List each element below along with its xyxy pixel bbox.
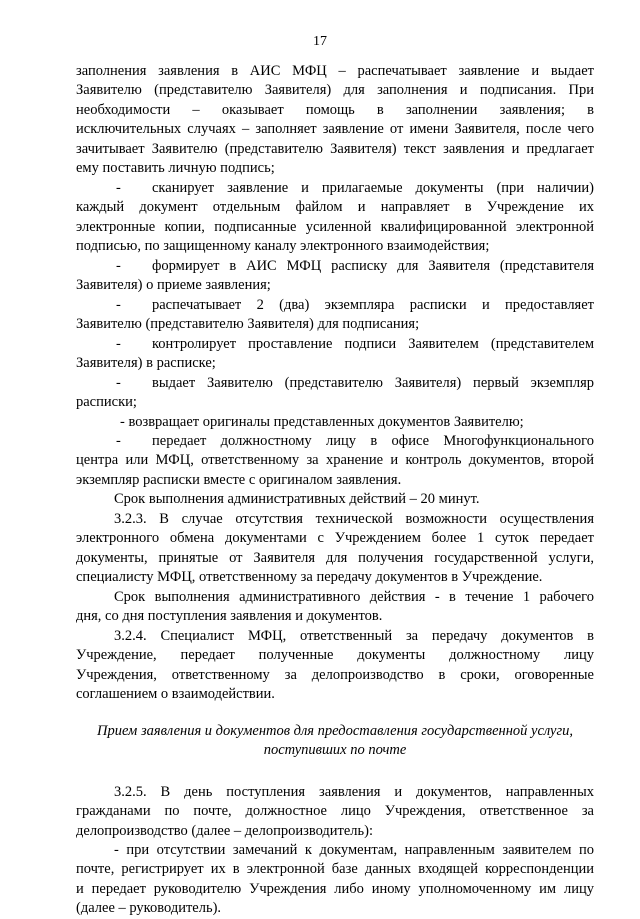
text-line: Заявителя) в расписке; <box>76 355 216 372</box>
paragraph-registration <box>76 841 594 919</box>
bullet-dash: - <box>116 297 121 313</box>
bullet-dash: - <box>116 336 121 352</box>
text-line <box>76 413 594 432</box>
text-line: экземпляр расписки вместе с оригиналом заявления. <box>76 471 402 488</box>
text-line: и передает руководителю Учреждения либо иному уполномоченному им лицу <box>76 880 594 897</box>
text-line: Срок выполнения административного действия - в течение 1 рабочего <box>114 589 594 605</box>
bullet-item-issue <box>76 374 594 413</box>
heading-line: поступивших по почте <box>263 742 407 759</box>
bullet-text: сканирует заявление и прилагаемые документы (при наличии) <box>152 180 594 196</box>
text-line: 3.2.5. В день поступления заявления и документов, направленных <box>114 784 594 800</box>
paragraph-3-2-4 <box>76 627 594 705</box>
text-line <box>76 296 594 315</box>
bullet-dash: - <box>116 375 121 391</box>
text-line: Заявителя) о приеме заявления; <box>76 277 271 294</box>
text-line: специалисту МФЦ, ответственному за передачу документов в Учреждение. <box>76 569 543 586</box>
bullet-text: выдает Заявителю (представителю Заявителя) первый экземпляр <box>152 375 594 391</box>
text-line: дня, со дня поступления заявления и документов. <box>76 608 383 625</box>
text-line <box>76 374 594 393</box>
bullet-dash: - <box>116 433 121 449</box>
page-number: 17 <box>313 34 327 49</box>
text-line: электронные копии, подписанные усиленной квалифицированной электронной <box>76 218 594 235</box>
text-line: (далее – руководитель). <box>76 900 222 917</box>
text-line: подписью, по защищенному каналу электронного взаимодействия; <box>76 238 490 255</box>
text-line: соглашением о взаимодействии. <box>76 686 275 703</box>
text-line: необходимости – оказывает помощь в заполнении заявления; в <box>76 101 594 118</box>
bullet-text: возвращает оригиналы представленных документов Заявителю; <box>128 414 524 430</box>
text-line <box>76 335 594 354</box>
bullet-item-receipt <box>76 257 594 296</box>
text-line: Заявителю (представителю Заявителя) для заполнения и подписания. При <box>76 82 594 99</box>
heading-line: Прием заявления и документов для предоставления государственной услуги, <box>97 723 573 739</box>
text-line: гражданами по почте, должностное лицо Учреждения, ответственное за <box>76 803 594 820</box>
paragraph-3-2-5 <box>76 783 594 841</box>
bullet-text: передает должностному лицу в офисе Многофункционального <box>152 433 594 449</box>
bullet-item-scan <box>76 179 594 257</box>
paragraph-deadline <box>76 490 594 509</box>
text-line: исключительных случаях – заполняет заявление от имени Заявителя, после чего <box>76 121 594 138</box>
text-line: ему поставить личную подпись; <box>76 160 275 177</box>
bullet-dash: - <box>116 258 121 274</box>
bullet-item-signature <box>76 335 594 374</box>
bullet-dash: - <box>116 180 121 196</box>
text-line <box>76 432 594 451</box>
text-line: электронного обмена документами с Учреждением более 1 суток передает <box>76 530 594 547</box>
paragraph-deadline-2 <box>76 588 594 627</box>
text-line: 3.2.3. В случае отсутствия технической возможности осуществления <box>114 511 594 527</box>
text-line: Заявителю (представителю Заявителя) для подписания; <box>76 316 420 333</box>
text-line: - при отсутствии замечаний к документам, направленным заявителем по <box>114 842 594 858</box>
bullet-dash: - <box>120 414 125 430</box>
text-line: расписки; <box>76 394 137 411</box>
bullet-item-transfer <box>76 432 594 490</box>
text-line <box>76 257 594 276</box>
text-line: центра или МФЦ, ответственному за хранение и контроль документов, второй <box>76 452 594 469</box>
text-line: зачитывает Заявителю (представителю Заявителя) текст заявления и предлагает <box>76 140 594 157</box>
bullet-text: распечатывает 2 (два) экземпляра расписки и предоставляет <box>152 297 594 313</box>
bullet-text: контролирует проставление подписи Заявителем (представителем <box>152 336 594 352</box>
text-line: 3.2.4. Специалист МФЦ, ответственный за передачу документов в <box>114 628 594 644</box>
text-line <box>76 179 594 198</box>
text-line: Учреждение, передает полученные документы должностному лицу <box>76 647 594 664</box>
section-heading <box>76 722 594 761</box>
text-line: Учреждения, ответственному за делопроизводство в сроки, оговоренные <box>76 666 594 683</box>
text-line: документы, принятые от Заявителя для получения государственной услуги, <box>76 549 594 566</box>
paragraph-continuation <box>76 62 594 178</box>
text-line: каждый документ отдельным файлом и направляет в Учреждение их <box>76 199 594 216</box>
text-line: заполнения заявления в АИС МФЦ – распечатывает заявление и выдает <box>76 63 594 79</box>
text-line: почте, регистрирует их в электронной базе данных входящей корреспонденции <box>76 861 594 878</box>
text-line: Срок выполнения административных действий – 20 минут. <box>114 491 480 507</box>
paragraph-3-2-3 <box>76 510 594 588</box>
bullet-text: формирует в АИС МФЦ расписку для Заявителя (представителя <box>152 258 594 274</box>
bullet-item-return <box>76 413 594 432</box>
text-line: делопроизводство (далее – делопроизводитель): <box>76 822 374 839</box>
bullet-item-print <box>76 296 594 335</box>
